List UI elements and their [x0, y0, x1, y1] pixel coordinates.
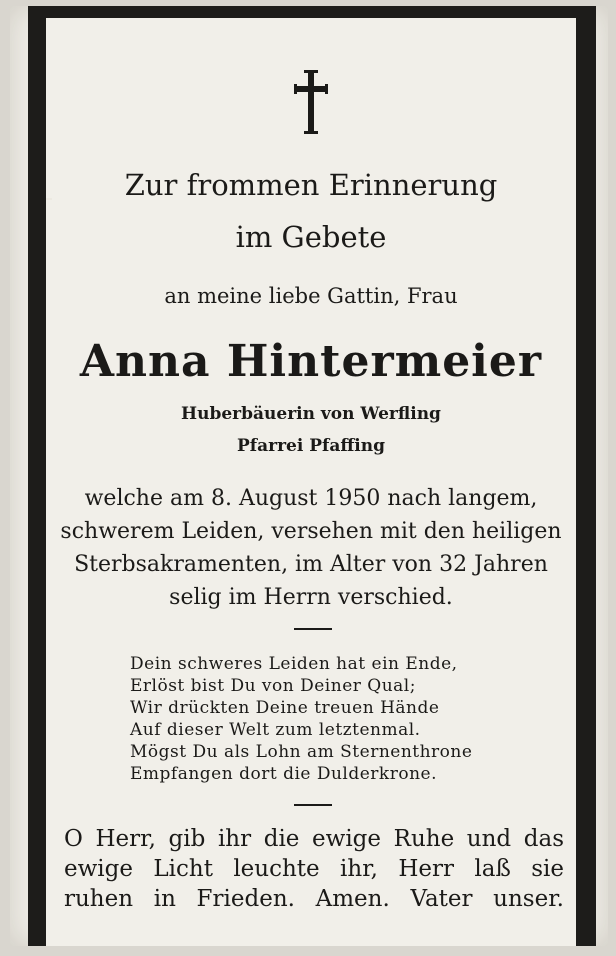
- poem-line: Dein schweres Leiden hat ein Ende,: [130, 654, 458, 674]
- card-text-area: [46, 18, 576, 946]
- heading-line-2: im Gebete: [235, 220, 387, 254]
- body-line: welche am 8. August 1950 nach langem,: [84, 486, 538, 511]
- deceased-name: Anna Hintermeier: [79, 336, 543, 387]
- poem-line: Auf dieser Welt zum letztenmal.: [130, 720, 421, 740]
- mourning-border-left: [28, 6, 46, 946]
- heading-line-1: Zur frommen Erinnerung: [124, 168, 498, 202]
- poem-line: Erlöst bist Du von Deiner Qual;: [130, 676, 416, 696]
- body-line: selig im Herrn verschied.: [169, 585, 453, 610]
- parish-text: Pfarrei Pfaffing: [237, 436, 385, 456]
- prayer-line: ruhen in Frieden. Amen. Vater unser.: [64, 886, 564, 912]
- prayer-line: ewige Licht leuchte ihr, Herr laß sie: [64, 856, 564, 882]
- mourning-border-right: [576, 6, 596, 946]
- mourning-border-top: [28, 6, 596, 18]
- prayer-line: O Herr, gib ihr die ewige Ruhe und das: [64, 826, 564, 852]
- occupation-text: Huberbäuerin von Werfling: [181, 404, 441, 424]
- body-line: schwerem Leiden, versehen mit den heiligen: [60, 519, 562, 544]
- body-line: Sterbsakramenten, im Alter von 32 Jahren: [74, 552, 548, 577]
- poem-line: Empfangen dort die Dulderkrone.: [130, 764, 438, 784]
- divider-rule: [294, 628, 332, 630]
- cross-icon: [294, 70, 328, 134]
- divider-rule: [294, 804, 332, 806]
- poem-line: Mögst Du als Lohn am Sternenthrone: [130, 742, 473, 762]
- poem-line: Wir drückten Deine treuen Hände: [130, 698, 440, 718]
- dedication-text: an meine liebe Gattin, Frau: [164, 284, 458, 308]
- memorial-card: [10, 6, 608, 946]
